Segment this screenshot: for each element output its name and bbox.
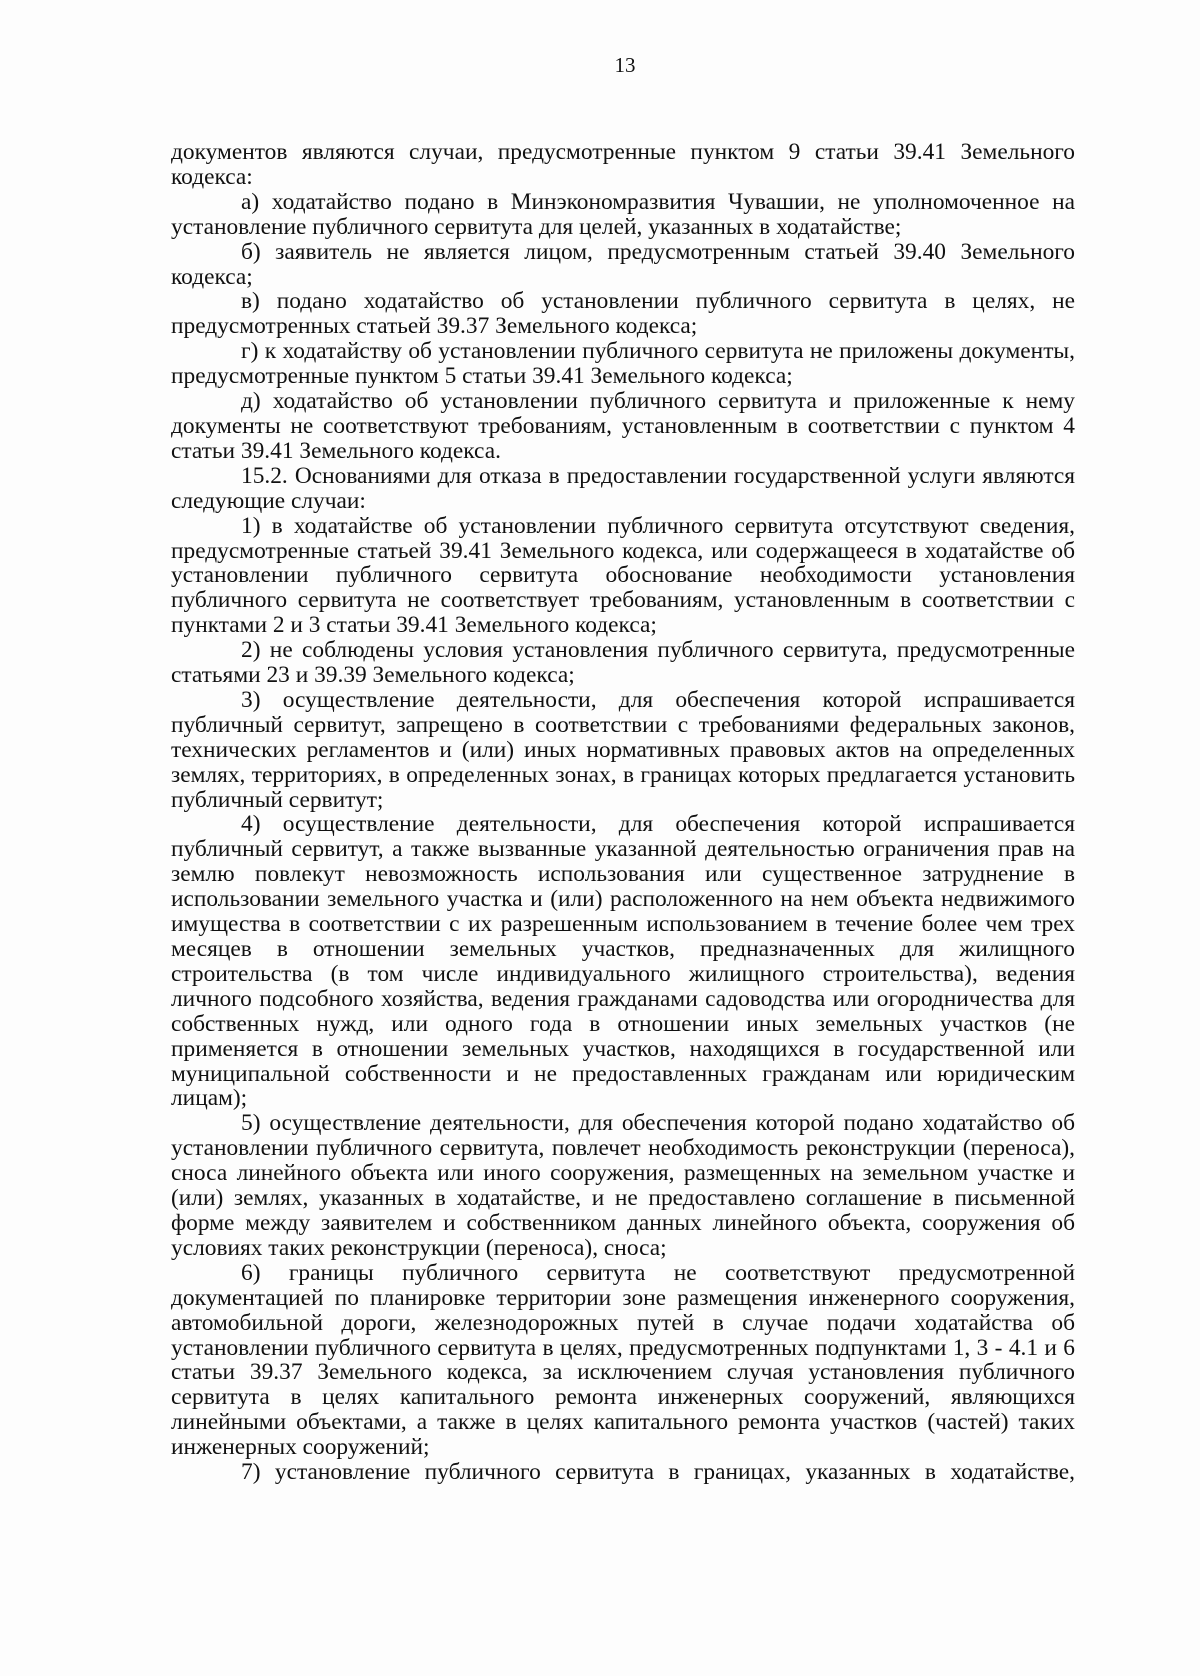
paragraph-item-g: г) к ходатайству об установлении публичного сервитута не приложены документы, предусмотренные пунктом 5 статьи 39.41 Земельного кодекса; <box>171 338 1075 390</box>
paragraph-item-7: 7) установление публичного сервитута в границах, указанных в ходатайстве, <box>241 1459 1075 1486</box>
paragraph-item-5: 5) осуществление деятельности, для обеспечения которой подано ходатайство об установлении публичного сервитута, повлечет необходимость реконструкции (переноса), сноса линейного объекта или иного сооружения, размещенных на земельном участке и (или) землях, указанных в ходатайстве, и не предоставлено соглашение в письменной форме между заявителем и собственником данных линейного объекта, сооружения об условиях таких реконструкции (переноса), сноса; <box>171 1110 1075 1261</box>
page-number: 13 <box>614 53 636 77</box>
paragraph-item-1: 1) в ходатайстве об установлении публичного сервитута отсутствуют сведения, предусмотренные статьей 39.41 Земельного кодекса, или содержащееся в ходатайстве об установлении публичного сервитута обоснование необходимости установления публичного сервитута не соответствует требованиям, установленным в соответствии с пунктами 2 и 3 статьи 39.41 Земельного кодекса; <box>171 512 1075 639</box>
document-body <box>171 140 1075 1485</box>
paragraph-item-a: а) ходатайство подано в Минэкономразвития Чувашии, не уполномоченное на установление публичного сервитута для целей, указанных в ходатайстве; <box>171 188 1075 240</box>
paragraph-item-2: 2) не соблюдены условия установления публичного сервитута, предусмотренные статьями 23 и 39.39 Земельного кодекса; <box>171 637 1075 689</box>
paragraph-section-15-2: 15.2. Основаниями для отказа в предоставлении государственной услуги являются следующие случаи: <box>171 462 1075 514</box>
paragraph-item-d: д) ходатайство об установлении публичного сервитута и приложенные к нему документы не соответствуют требованиям, установленным в соответствии с пунктом 4 статьи 39.41 Земельного кодекса. <box>171 388 1075 464</box>
paragraph-item-v: в) подано ходатайство об установлении публичного сервитута в целях, не предусмотренных статьей 39.37 Земельного кодекса; <box>171 288 1075 340</box>
paragraph-item-b: б) заявитель не является лицом, предусмотренным статьей 39.40 Земельного кодекса; <box>171 238 1075 290</box>
paragraph-item-3: 3) осуществление деятельности, для обеспечения которой испрашивается публичный сервитут, запрещено в соответствии с требованиями федеральных законов, технических регламентов и (или) иных нормативных правовых актов на определенных землях, территориях, в определенных зонах, в границах которых предлагается установить публичный сервитут; <box>171 686 1075 813</box>
paragraph-continuation: документов являются случаи, предусмотренные пунктом 9 статьи 39.41 Земельного кодекса: <box>171 139 1075 190</box>
paragraph-item-4: 4) осуществление деятельности, для обеспечения которой испрашивается публичный сервитут, а также вызванные указанной деятельностью ограничения прав на землю повлекут невозможность использования или существенное затруднение в использовании земельного участка и (или) расположенного на нем объекта недвижимого имущества в соответствии с их разрешенным использованием в течение более чем трех месяцев в отношении земельных участков, предназначенных для жилищного строительства (в том числе индивидуального жилищного строительства), ведения личного подсобного хозяйства, ведения гражданами садоводства или огородничества для собственных нужд, или одного года в отношении иных земельных участков (не применяется в отношении земельных участков, находящихся в государственной или муниципальной собственности и не предоставленных гражданам или юридическим лицам); <box>171 811 1075 1112</box>
paragraph-item-6: 6) границы публичного сервитута не соответствуют предусмотренной документацией по планировке территории зоне размещения инженерного сооружения, автомобильной дороги, железнодорожных путей в случае подачи ходатайства об установлении публичного сервитута в целях, предусмотренных подпунктами 1, 3 - 4.1 и 6 статьи 39.37 Земельного кодекса, за исключением случая установления публичного сервитута в целях капитального ремонта инженерных сооружений, являющихся линейными объектами, а также в целях капитального ремонта участков (частей) таких инженерных сооружений; <box>171 1259 1075 1461</box>
